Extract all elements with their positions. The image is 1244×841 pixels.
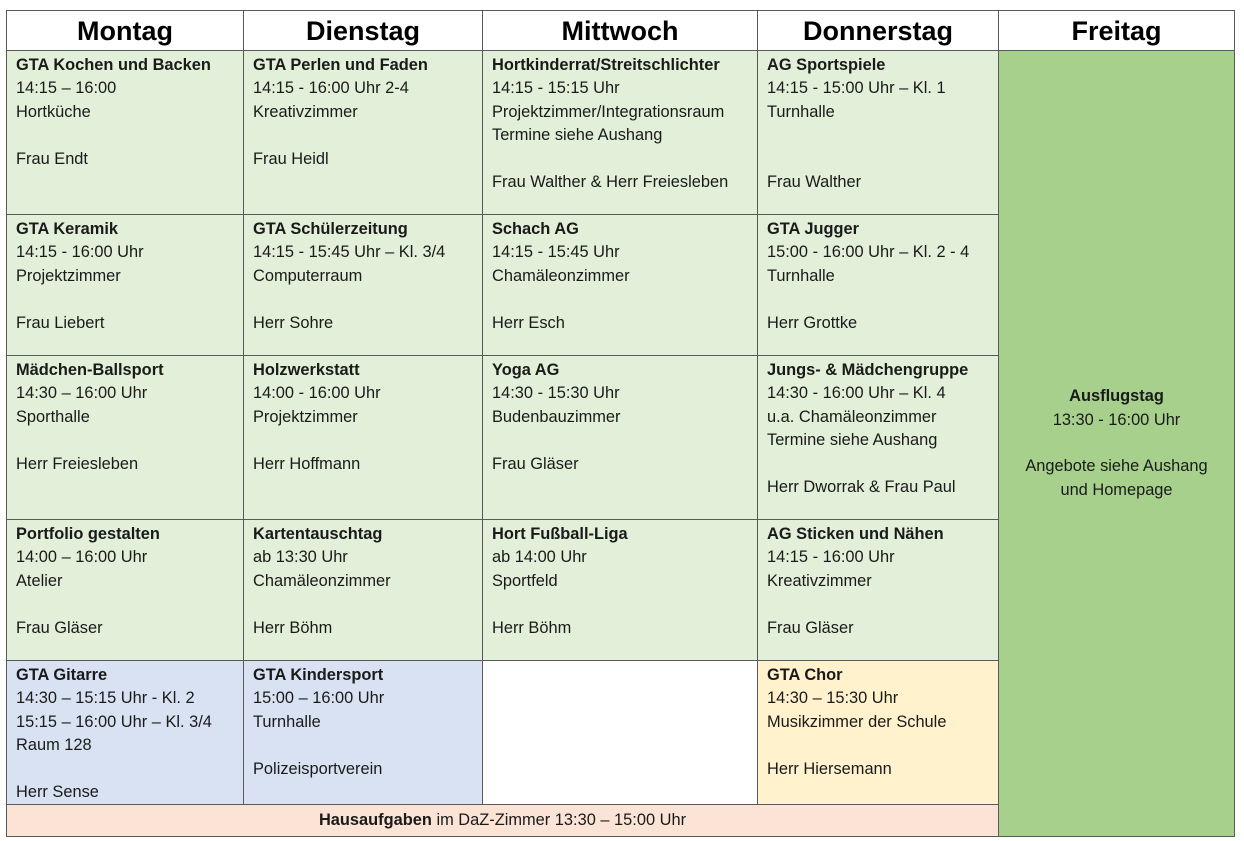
activity-contact: Herr Hoffmann: [253, 454, 361, 473]
activity-room: Turnhalle: [253, 712, 321, 731]
activity-title: Jungs- & Mädchengruppe: [767, 361, 969, 379]
activity-time: 15:15 – 16:00 Uhr – Kl. 3/4: [16, 712, 212, 731]
activity-room: u.a. Chamäleonzimmer: [767, 407, 937, 426]
activity-time: 14:30 – 15:30 Uhr: [767, 689, 899, 708]
activity-time: 14:15 - 15:45 Uhr: [492, 243, 620, 262]
activity-title: Hortkinderrat/Streitschlichter: [492, 56, 720, 74]
activity-title: AG Sticken und Nähen: [767, 525, 944, 543]
activity-title: Portfolio gestalten: [16, 525, 160, 543]
homework-details: im DaZ-Zimmer 13:30 – 15:00 Uhr: [431, 811, 687, 830]
activity-cell: [758, 356, 999, 520]
activity-room: Sporthalle: [16, 407, 90, 426]
activity-cell: [7, 520, 244, 661]
activity-room: Musikzimmer der Schule: [767, 712, 947, 731]
activity-room: Kreativzimmer: [253, 102, 358, 121]
activity-contact: Polizeisportverein: [253, 759, 383, 778]
activity-contact: Herr Sohre: [253, 313, 334, 332]
activity-cell: [758, 520, 999, 661]
friday-title: Ausflugstag: [1069, 387, 1164, 406]
activity-contact: Herr Dworrak & Frau Paul: [767, 478, 956, 497]
activity-title: AG Sportspiele: [767, 56, 886, 74]
activity-cell: [244, 520, 483, 661]
activity-title: GTA Kochen und Backen: [16, 56, 211, 74]
homework-cell: [7, 805, 999, 837]
activity-title: Kartentauschtag: [253, 525, 383, 543]
activity-cell: [244, 51, 483, 215]
activity-room: Turnhalle: [767, 102, 835, 121]
activity-time: 14:15 - 16:00 Uhr: [767, 548, 895, 567]
activity-time: ab 13:30 Uhr: [253, 548, 348, 567]
activity-contact: Herr Freiesleben: [16, 454, 139, 473]
activity-cell: [244, 661, 483, 805]
activity-title: Yoga AG: [492, 361, 560, 379]
activity-title: Holzwerkstatt: [253, 361, 360, 379]
activity-title: GTA Gitarre: [16, 666, 108, 684]
activity-time: 14:00 - 16:00 Uhr: [253, 384, 381, 403]
activity-cell: [7, 215, 244, 356]
activity-time: 14:15 - 16:00 Uhr: [16, 243, 144, 262]
activity-title: GTA Kindersport: [253, 666, 384, 684]
activity-cell: [483, 215, 758, 356]
homework-label: Hausaufgaben: [318, 811, 432, 830]
activity-time: 14:30 – 16:00 Uhr: [16, 384, 148, 403]
activity-contact: Frau Endt: [16, 149, 88, 168]
activity-room: Chamäleonzimmer: [492, 266, 630, 285]
activity-title: GTA Schülerzeitung: [253, 220, 408, 238]
activity-cell: [7, 356, 244, 520]
weekly-schedule-table: [6, 10, 1235, 837]
activity-contact: Herr Böhm: [253, 618, 333, 637]
activity-time: 15:00 - 16:00 Uhr – Kl. 2 - 4: [767, 243, 970, 262]
activity-room: Atelier: [16, 571, 63, 590]
header-thursday: Donnerstag: [758, 11, 999, 51]
activity-cell: [483, 51, 758, 215]
activity-cell: [7, 661, 244, 805]
activity-contact: Frau Liebert: [16, 313, 105, 332]
activity-time: 14:15 - 15:45 Uhr – Kl. 3/4: [253, 243, 446, 262]
activity-title: GTA Keramik: [16, 220, 119, 238]
activity-cell: [244, 215, 483, 356]
activity-cell: [758, 661, 999, 805]
activity-time: 14:15 – 16:00: [16, 79, 117, 98]
activity-time: 14:15 - 15:00 Uhr – Kl. 1: [767, 79, 946, 98]
activity-room: Projektzimmer: [16, 266, 121, 285]
activity-contact: Frau Walther & Herr Freiesleben: [492, 173, 729, 192]
activity-room: Hortküche: [16, 102, 91, 121]
friday-note: Angebote siehe Aushang: [1025, 457, 1208, 476]
empty-cell: [483, 661, 758, 805]
activity-room: Computerraum: [253, 266, 363, 285]
activity-time: ab 14:00 Uhr: [492, 548, 587, 567]
activity-time: 14:00 – 16:00 Uhr: [16, 548, 148, 567]
activity-time: 14:15 - 16:00 Uhr 2-4: [253, 79, 409, 98]
activity-contact: Frau Gläser: [492, 454, 579, 473]
activity-time: 15:00 – 16:00 Uhr: [253, 689, 385, 708]
header-row: [7, 11, 1235, 51]
activity-room: Budenbauzimmer: [492, 407, 621, 426]
activity-cell: [758, 51, 999, 215]
table-row: [7, 51, 1235, 215]
header-friday: Freitag: [999, 11, 1235, 51]
activity-cell: [483, 356, 758, 520]
activity-contact: Herr Sense: [16, 783, 99, 802]
activity-contact: Frau Gläser: [767, 618, 854, 637]
activity-note: Termine siehe Aushang: [767, 431, 938, 450]
friday-cell: [999, 51, 1235, 837]
activity-contact: Frau Walther: [767, 173, 862, 191]
activity-room: Projektzimmer: [253, 407, 358, 426]
activity-contact: Herr Esch: [492, 313, 565, 332]
header-monday: Montag: [7, 11, 244, 51]
activity-room: Sportfeld: [492, 571, 558, 590]
activity-contact: Frau Heidl: [253, 149, 329, 168]
activity-cell: [244, 356, 483, 520]
activity-room: Turnhalle: [767, 266, 835, 285]
activity-room: Chamäleonzimmer: [253, 571, 391, 590]
activity-title: Hort Fußball-Liga: [492, 525, 628, 543]
activity-contact: Herr Grottke: [767, 313, 858, 332]
friday-note: und Homepage: [1060, 480, 1173, 499]
activity-note: Termine siehe Aushang: [492, 126, 663, 145]
activity-contact: Herr Hiersemann: [767, 759, 892, 778]
activity-time: 14:30 - 16:00 Uhr – Kl. 4: [767, 384, 946, 403]
activity-contact: Herr Böhm: [492, 618, 572, 637]
activity-cell: [7, 51, 244, 215]
activity-title: GTA Jugger: [767, 220, 859, 238]
activity-title: GTA Chor: [767, 666, 843, 684]
activity-time: 14:30 – 15:15 Uhr - Kl. 2: [16, 689, 195, 708]
activity-cell: [483, 520, 758, 661]
activity-cell: [758, 215, 999, 356]
activity-time: 14:15 - 15:15 Uhr: [492, 79, 620, 98]
friday-time: 13:30 - 16:00 Uhr: [1052, 410, 1181, 429]
activity-title: Mädchen-Ballsport: [16, 361, 164, 379]
activity-time: 14:30 - 15:30 Uhr: [492, 384, 620, 403]
header-tuesday: Dienstag: [244, 11, 483, 51]
activity-room: Projektzimmer/Integrationsraum: [492, 102, 725, 121]
header-wednesday: Mittwoch: [483, 11, 758, 51]
activity-title: GTA Perlen und Faden: [253, 56, 428, 74]
activity-room: Raum 128: [16, 736, 92, 755]
activity-title: Schach AG: [492, 220, 579, 238]
activity-contact: Frau Gläser: [16, 618, 103, 637]
activity-room: Kreativzimmer: [767, 571, 872, 590]
